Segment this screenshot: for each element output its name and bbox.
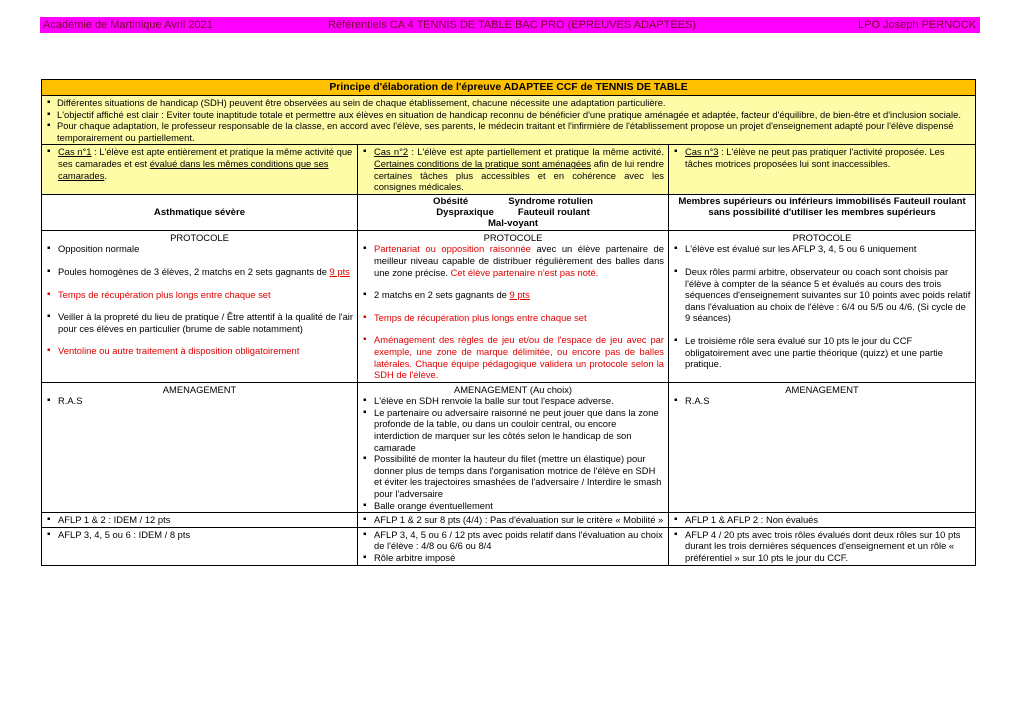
case-1: ▪ Cas n°1 : L'élève est apte entièrement et pratique la même activité que ses camarades et est évalué dans les mêmes conditions que ses camarades. <box>46 146 353 181</box>
case-3-label: Cas n°3 <box>685 146 719 158</box>
amenagement-col1 <box>42 382 358 513</box>
protocole-item: ▪ L'élève est évalué sur les AFLP 3, 4, 5 ou 6 uniquement <box>673 243 971 255</box>
general-item: ▪ Différentes situations de handicap (SDH) peuvent être observées au sein de chaque établissement, chacune nécessite une adaptation particulière. <box>46 97 971 109</box>
protocole-row <box>42 230 976 382</box>
protocole-col3 <box>669 230 976 382</box>
amenagement-label: AMENAGEMENT (Au choix) <box>453 383 573 395</box>
document-header-band <box>40 17 980 33</box>
general-item: ▪ L'objectif affiché est clair : Eviter toute inaptitude totale et permettre aux élèves en situation de handicap reconnu de bénéficier d'une pratique aménagée et adaptée, facteur d'équilibre, de bien-être et d'inclusion sociale. <box>46 109 971 121</box>
protocole-item: ▪ Aménagement des règles de jeu et/ou de l'espace de jeu avec par exemple, une zone de marque délimitée, ou encore pas de balles latérales. Chaque équipe pédagogique validera un protocole selon la SDH de l'élève. <box>362 334 664 380</box>
handicap-row <box>42 194 976 230</box>
amenagement-item: ▪ Le partenaire ou adversaire raisonné ne peut jouer que dans la zone profonde de la table, ou dans un couloir central, ou encore interdiction de marquer sur les côtés selon le handicap de son camarade <box>362 407 664 453</box>
aflp12-col2: ▪ AFLP 1 & 2 sur 8 pts (4/4) : Pas d'évaluation sur le critère « Mobilité » <box>358 513 669 528</box>
handicap-col1: Asthmatique sévère <box>42 194 358 230</box>
case-1-label: Cas n°1 <box>58 146 92 158</box>
protocole-item: ▪ Veiller à la propreté du lieu de pratique / Être attentif à la qualité de l'air pour ces élèves en particulier (brume de sable notamment) <box>46 311 353 334</box>
general-row <box>42 96 976 145</box>
protocole-item: ▪ Temps de récupération plus longs entre chaque set <box>362 312 664 324</box>
amenagement-item: ▪ Balle orange éventuellement <box>362 500 664 512</box>
amenagement-item: ▪ L'élève en SDH renvoie la balle sur tout l'espace adverse. <box>362 395 664 407</box>
header-title: Référentiels CA 4 TENNIS DE TABLE BAC PRO (EPREUVES ADAPTEES) <box>328 19 697 31</box>
case-2-label: Cas n°2 <box>374 146 409 158</box>
aflp12-col3: ▪ AFLP 1 & AFLP 2 : Non évalués <box>669 513 976 528</box>
protocole-item: ▪ Deux rôles parmi arbitre, observateur ou coach sont choisis par l'élève à compter de la séance 5 et évalués au cours des trois séquences d'enseignement suivantes sur 10 points avec poids relatif dans l'évaluation au choix de l'élève : 6/4 ou 5/5 ou 4/6. (Si cycle de 9 séances) <box>673 266 971 324</box>
case-1-cell <box>42 145 358 194</box>
protocole-item: ▪ Partenariat ou opposition raisonnée avec un élève partenaire de meilleur niveau capable de distribuer régulièrement des balles dans une zone précise. Cet élève partenaire n'est pas noté. <box>362 243 664 278</box>
protocole-item: ▪ 2 matchs en 2 sets gagnants de 9 pts <box>362 289 664 301</box>
general-item: ▪ Pour chaque adaptation, le professeur responsable de la classe, en accord avec l'élève, ses parents, le médecin traitant et l'infirmière de l'établissement propose un projet d'enseignement adapté pour l'élève dispensé temporairement ou partiellement. <box>46 120 971 143</box>
aflp12-col1: ▪ AFLP 1 & 2 : IDEM / 12 pts <box>42 513 358 528</box>
protocole-label: PROTOCOLE <box>792 231 852 243</box>
header-academy: Académie de Martinique Avril 2021 <box>43 19 213 31</box>
adapted-exam-table <box>41 79 976 566</box>
handicap-col3: Membres supérieurs ou inférieurs immobilisés Fauteuil roulant sans possibilité d'utiliser les membres supérieurs <box>669 194 976 230</box>
protocole-item: ▪ Opposition normale <box>46 243 353 255</box>
aflp3456-row <box>42 527 976 565</box>
protocole-label: PROTOCOLE <box>483 231 543 243</box>
title-row <box>42 80 976 96</box>
protocole-item: ▪ Le troisième rôle sera évalué sur 10 pts le jour du CCF obligatoirement avec une partie théorique (quizz) et une partie pratique. <box>673 335 971 370</box>
cases-row <box>42 145 976 194</box>
protocole-col1 <box>42 230 358 382</box>
amenagement-item: ▪ Possibilité de monter la hauteur du filet (mettre un élastique) pour donner plus de temps dans l'organisation motrice de l'élève en SDH et éviter les trajectoires smashées de l'adversaire / Interdire le smash pour l'adversaire <box>362 453 664 499</box>
aflp3456-col3: ▪ AFLP 4 / 20 pts avec trois rôles évalués dont deux rôles sur 10 pts durant les trois dernières séquences d'enseignement et un rôle « préférentiel » sur 10 pts le jour du CCF. <box>669 527 976 565</box>
general-principles <box>42 96 976 145</box>
case-2-cell <box>358 145 669 194</box>
protocole-item: ▪ Ventoline ou autre traitement à disposition obligatoirement <box>46 345 353 357</box>
amenagement-label: AMENAGEMENT <box>785 383 859 395</box>
handicap-col2: Obésité Syndrome rotulien Dyspraxique Fauteuil roulant Mal-voyant <box>358 194 669 230</box>
aflp3456-col2: ▪ AFLP 3, 4, 5 ou 6 / 12 pts avec poids relatif dans l'évaluation au choix de l'élève : 4/8 ou 6/6 ou 8/4 ▪ Rôle arbitre imposé <box>358 527 669 565</box>
amenagement-item: ▪ R.A.S <box>46 395 353 407</box>
protocole-label: PROTOCOLE <box>170 231 229 243</box>
amenagement-col2 <box>358 382 669 513</box>
case-2: ▪ Cas n°2 : L'élève est apte partiellement et pratique la même activité. Certaines conditions de la pratique sont aménagées afin de lui rendre certaines tâches plus accessibles et en cohérence avec les consignes médicales. <box>362 146 664 192</box>
aflp3456-col1: ▪ AFLP 3, 4, 5 ou 6 : IDEM / 8 pts <box>42 527 358 565</box>
amenagement-col3 <box>669 382 976 513</box>
amenagement-label: AMENAGEMENT <box>162 383 237 395</box>
protocole-item: ▪ Poules homogènes de 3 élèves, 2 matchs en 2 sets gagnants de 9 pts <box>46 266 353 278</box>
case-3-cell <box>669 145 976 194</box>
protocole-col2 <box>358 230 669 382</box>
amenagement-row <box>42 382 976 513</box>
aflp12-row <box>42 513 976 528</box>
amenagement-item: ▪ R.A.S <box>673 395 971 407</box>
case-3: ▪ Cas n°3 : L'élève ne peut pas pratiquer l'activité proposée. Les tâches motrices proposées lui sont inaccessibles. <box>673 146 971 169</box>
table-title: Principe d'élaboration de l'épreuve ADAPTEE CCF de TENNIS DE TABLE <box>42 80 976 96</box>
header-school: LPO Joseph PERNOCK <box>858 19 976 31</box>
protocole-item: ▪ Temps de récupération plus longs entre chaque set <box>46 289 353 301</box>
